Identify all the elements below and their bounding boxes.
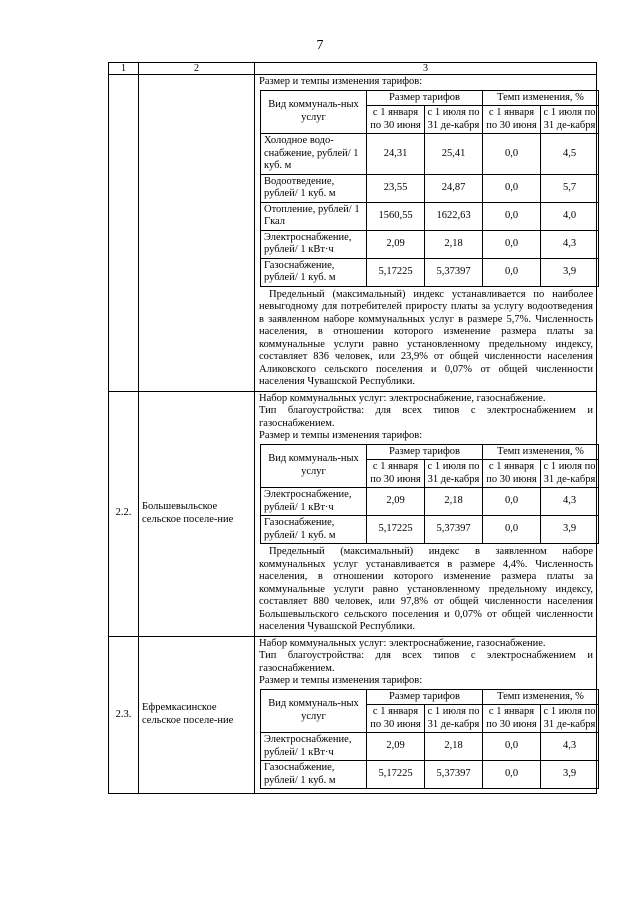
service-name: Газоснабжение, рублей/ 1 куб. м (261, 761, 367, 789)
tariff-size-header: Размер тарифов (367, 689, 483, 705)
period-header: с 1 июля по 31 де-кабря (541, 460, 599, 488)
rate-value: 2,09 (367, 733, 425, 761)
row-number: 2.2. (109, 391, 139, 636)
change-rate-header: Темп изменения, % (483, 444, 599, 460)
service-name: Газоснабжение, рублей/ 1 куб. м (261, 516, 367, 544)
rate-value: 2,18 (425, 733, 483, 761)
rates-title: Размер и темпы изменения тарифов: (259, 675, 423, 686)
tariff-description (255, 75, 597, 392)
service-name: Электроснабжение, рублей/ 1 кВт·ч (261, 488, 367, 516)
rate-value: 0,0 (483, 230, 541, 258)
rate-value: 3,9 (541, 258, 599, 286)
info-paragraph: Тип благоустройства: для всех типов с электроснабжением и газоснабжением. (259, 650, 593, 674)
rate-value: 4,3 (541, 230, 599, 258)
rate-value: 4,3 (541, 488, 599, 516)
rate-value: 5,37397 (425, 516, 483, 544)
rate-value: 25,41 (425, 134, 483, 175)
description-content (255, 75, 596, 391)
rate-value: 2,09 (367, 230, 425, 258)
rates-header-row (261, 444, 599, 460)
rate-value: 1622,63 (425, 202, 483, 230)
rate-value: 1560,55 (367, 202, 425, 230)
period-header: с 1 января по 30 июня (367, 705, 425, 733)
rate-value: 5,17225 (367, 761, 425, 789)
info-paragraph: Тип благоустройства: для всех типов с электроснабжением и газоснабжением. (259, 405, 593, 429)
rates-title: Размер и темпы изменения тарифов: (259, 430, 423, 441)
service-name: Отопление, рублей/ 1 Гкал (261, 202, 367, 230)
table-row (109, 75, 597, 392)
rate-value: 5,37397 (425, 761, 483, 789)
service-row (261, 202, 599, 230)
description-content (255, 392, 596, 636)
period-header: с 1 июля по 31 де-кабря (425, 460, 483, 488)
rates-table (260, 689, 599, 790)
rate-value: 0,0 (483, 202, 541, 230)
rate-value: 2,18 (425, 230, 483, 258)
rate-value: 3,9 (541, 516, 599, 544)
service-row (261, 258, 599, 286)
rate-value: 0,0 (483, 761, 541, 789)
service-name: Водоотведение, рублей/ 1 куб. м (261, 174, 367, 202)
rate-value: 4,0 (541, 202, 599, 230)
tariff-size-header: Размер тарифов (367, 90, 483, 106)
period-header: с 1 января по 30 июня (483, 705, 541, 733)
tariff-table (108, 62, 597, 794)
period-header: с 1 января по 30 июня (483, 460, 541, 488)
change-rate-header: Темп изменения, % (483, 90, 599, 106)
info-paragraph: Набор коммунальных услуг: электроснабжение, газоснабжение. (259, 637, 546, 649)
period-header: с 1 января по 30 июня (367, 106, 425, 134)
service-row (261, 516, 599, 544)
row-number (109, 75, 139, 392)
service-row (261, 488, 599, 516)
rate-value: 5,17225 (367, 258, 425, 286)
info-paragraph: Набор коммунальных услуг: электроснабжение, газоснабжение. (259, 392, 546, 404)
column-header-row (109, 63, 597, 75)
row-number: 2.3. (109, 636, 139, 794)
service-row (261, 134, 599, 175)
service-row (261, 733, 599, 761)
rate-value: 0,0 (483, 134, 541, 175)
rate-value: 2,09 (367, 488, 425, 516)
rates-header-row (261, 90, 599, 106)
period-header: с 1 января по 30 июня (367, 460, 425, 488)
rate-value: 23,55 (367, 174, 425, 202)
rates-title: Размер и темпы изменения тарифов: (259, 76, 423, 87)
period-header: с 1 июля по 31 де-кабря (541, 106, 599, 134)
service-type-header: Вид коммуналь-ных услуг (261, 90, 367, 134)
rate-value: 4,5 (541, 134, 599, 175)
period-header: с 1 января по 30 июня (483, 106, 541, 134)
change-rate-header: Темп изменения, % (483, 689, 599, 705)
service-name: Электроснабжение, рублей/ 1 кВт·ч (261, 230, 367, 258)
table-row (109, 636, 597, 794)
service-row (261, 174, 599, 202)
service-name: Электроснабжение, рублей/ 1 кВт·ч (261, 733, 367, 761)
service-row (261, 761, 599, 789)
rate-value: 0,0 (483, 488, 541, 516)
service-name: Холодное водо-снабжение, рублей/ 1 куб. м (261, 134, 367, 175)
rates-header-row (261, 689, 599, 705)
rate-value: 5,17225 (367, 516, 425, 544)
tariff-description (255, 391, 597, 636)
rate-value: 0,0 (483, 733, 541, 761)
column-header: 3 (255, 63, 597, 75)
rate-value: 24,31 (367, 134, 425, 175)
settlement-name (139, 75, 255, 392)
rate-value: 2,18 (425, 488, 483, 516)
period-header: с 1 июля по 31 де-кабря (541, 705, 599, 733)
description-content (255, 637, 596, 794)
service-type-header: Вид коммуналь-ных услуг (261, 444, 367, 488)
rate-value: 3,9 (541, 761, 599, 789)
tariff-size-header: Размер тарифов (367, 444, 483, 460)
index-paragraph: Предельный (максимальный) индекс устанавливается по наиболее невыгодному для потребителей приросту платы за услугу водоотведения в заявленном наборе коммунальных услуг в размере 5,7%. Численность населения, в отношении которого изменение размера платы за коммунальные услуги равно установленному предельному индексу, составляет 836 человек, или 23,9% от общей численности населения Аликовского сельского поселения и 0,07% от общей численности населения Чувашской Республики. (259, 288, 593, 387)
rate-value: 0,0 (483, 516, 541, 544)
period-header: с 1 июля по 31 де-кабря (425, 106, 483, 134)
settlement-name: Ефремкасинское сельское поселе-ние (139, 636, 255, 794)
rate-value: 24,87 (425, 174, 483, 202)
page-number: 7 (316, 38, 324, 53)
rate-value: 0,0 (483, 258, 541, 286)
period-header: с 1 июля по 31 де-кабря (425, 705, 483, 733)
service-type-header: Вид коммуналь-ных услуг (261, 689, 367, 733)
rate-value: 5,37397 (425, 258, 483, 286)
rate-value: 0,0 (483, 174, 541, 202)
service-row (261, 230, 599, 258)
rate-value: 5,7 (541, 174, 599, 202)
rate-value: 4,3 (541, 733, 599, 761)
column-header: 2 (139, 63, 255, 75)
column-header: 1 (109, 63, 139, 75)
service-name: Газоснабжение, рублей/ 1 куб. м (261, 258, 367, 286)
tariff-description (255, 636, 597, 794)
rates-table (260, 444, 599, 545)
rates-table (260, 90, 599, 287)
settlement-name: Большевыльское сельское поселе-ние (139, 391, 255, 636)
table-row (109, 391, 597, 636)
index-paragraph: Предельный (максимальный) индекс в заявленном наборе коммунальных услуг устанавливается в размере 4,4%. Численность населения, в отношении которого изменение размера платы за коммунальные услуги равно установленному предельному индексу, составляет 880 человек, или 97,8% от общей численности населения Большевыльского сельского поселения и 0,07% от общей численности населения Чувашской Республики. (259, 546, 593, 632)
